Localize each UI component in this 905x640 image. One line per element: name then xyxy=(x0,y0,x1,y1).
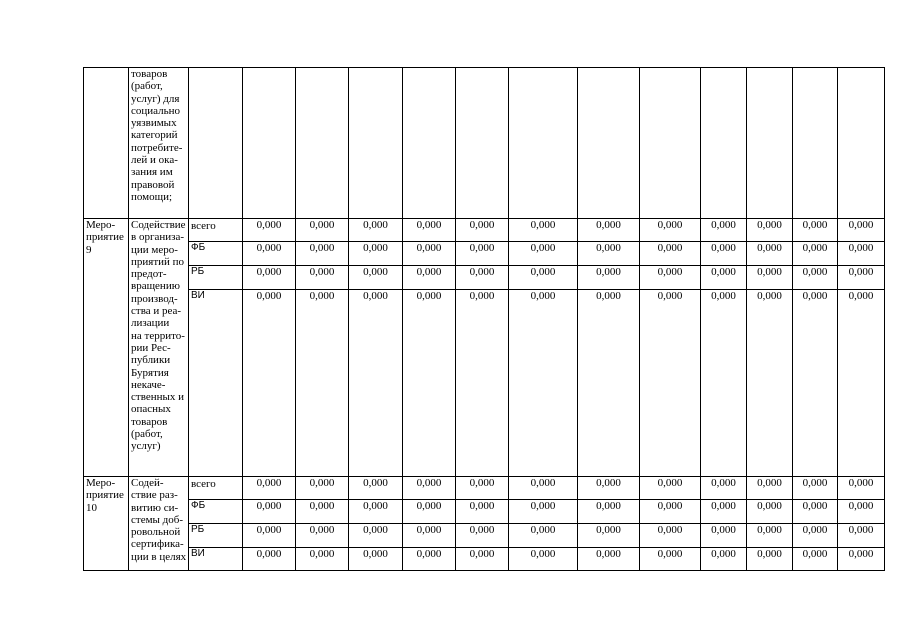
text-line: уязвимых xyxy=(131,117,177,130)
text-line: помощи; xyxy=(131,190,173,203)
value-cell: 0,000 xyxy=(509,266,578,290)
text-line: опасных xyxy=(131,403,171,416)
text-line: категорий xyxy=(131,129,178,142)
value-cell xyxy=(838,68,885,219)
funding-source-cell: ФБ xyxy=(189,242,243,266)
value-cell: 0,000 xyxy=(793,290,838,477)
value-cell: 0,000 xyxy=(403,524,456,548)
text-line: Содей- xyxy=(131,477,164,489)
funding-source-cell: РБ xyxy=(189,266,243,290)
value-cell: 0,000 xyxy=(578,290,640,477)
table-row xyxy=(84,548,885,571)
value-cell xyxy=(747,68,793,219)
text-line: некаче- xyxy=(131,378,166,391)
value-cell: 0,000 xyxy=(747,290,793,477)
value-cell: 0,000 xyxy=(296,290,349,477)
value-cell: 0,000 xyxy=(578,219,640,242)
text-line: сертифика- xyxy=(131,538,184,551)
text-line: 10 xyxy=(86,501,97,514)
value-cell: 0,000 xyxy=(349,219,403,242)
budget-table xyxy=(83,67,885,571)
value-cell xyxy=(701,68,747,219)
value-cell: 0,000 xyxy=(349,242,403,266)
value-cell xyxy=(403,68,456,219)
text-line: Меро- xyxy=(86,477,116,489)
table-row-continuation xyxy=(84,68,885,219)
text-line: предот- xyxy=(131,268,167,281)
value-cell: 0,000 xyxy=(243,290,296,477)
text-line: стемы доб- xyxy=(131,513,184,526)
value-cell: 0,000 xyxy=(296,477,349,500)
value-cell: 0,000 xyxy=(838,524,885,548)
text-line: приятие xyxy=(86,489,124,502)
value-cell: 0,000 xyxy=(243,242,296,266)
value-cell: 0,000 xyxy=(701,219,747,242)
text-line: Содействие xyxy=(131,219,186,231)
value-cell: 0,000 xyxy=(838,290,885,477)
value-cell: 0,000 xyxy=(838,548,885,571)
text-line: ствие раз- xyxy=(131,489,178,502)
table-row xyxy=(84,290,885,477)
value-cell: 0,000 xyxy=(747,477,793,500)
value-cell: 0,000 xyxy=(793,477,838,500)
value-cell: 0,000 xyxy=(509,524,578,548)
text-line: услуг) для xyxy=(131,92,180,105)
funding-source-cell: РБ xyxy=(189,524,243,548)
text-line: товаров xyxy=(131,68,168,80)
value-cell: 0,000 xyxy=(456,242,509,266)
value-cell: 0,000 xyxy=(640,548,701,571)
value-cell: 0,000 xyxy=(456,477,509,500)
value-cell: 0,000 xyxy=(456,219,509,242)
value-cell: 0,000 xyxy=(640,219,701,242)
text-line: зания им xyxy=(131,166,173,179)
table-body xyxy=(84,68,885,571)
value-cell: 0,000 xyxy=(349,500,403,524)
funding-source-cell: ВИ xyxy=(189,548,243,571)
table-row xyxy=(84,477,885,500)
value-cell: 0,000 xyxy=(403,266,456,290)
value-cell: 0,000 xyxy=(701,477,747,500)
value-cell: 0,000 xyxy=(747,500,793,524)
value-cell: 0,000 xyxy=(243,548,296,571)
value-cell: 0,000 xyxy=(456,266,509,290)
value-cell: 0,000 xyxy=(349,524,403,548)
value-cell: 0,000 xyxy=(578,477,640,500)
text-line: потребите- xyxy=(131,141,183,154)
value-cell: 0,000 xyxy=(456,290,509,477)
value-cell: 0,000 xyxy=(509,477,578,500)
value-cell: 0,000 xyxy=(456,524,509,548)
value-cell: 0,000 xyxy=(403,290,456,477)
text-line: приятие xyxy=(86,231,124,244)
value-cell: 0,000 xyxy=(838,500,885,524)
value-cell: 0,000 xyxy=(838,266,885,290)
value-cell: 0,000 xyxy=(578,500,640,524)
value-cell: 0,000 xyxy=(296,242,349,266)
measure-label-cell xyxy=(84,68,129,219)
text-line: ровольной xyxy=(131,526,181,539)
value-cell: 0,000 xyxy=(701,242,747,266)
value-cell: 0,000 xyxy=(509,290,578,477)
measure-description-cell xyxy=(129,477,189,571)
value-cell: 0,000 xyxy=(747,266,793,290)
measure-label-cell xyxy=(84,219,129,477)
value-cell: 0,000 xyxy=(296,524,349,548)
text-line: ства и реа- xyxy=(131,305,182,318)
table-row xyxy=(84,524,885,548)
text-line: приятий по xyxy=(131,255,185,268)
text-line: социально xyxy=(131,104,181,117)
value-cell: 0,000 xyxy=(349,290,403,477)
table-row xyxy=(84,219,885,242)
text-line: услуг) xyxy=(131,440,161,453)
value-cell: 0,000 xyxy=(640,290,701,477)
text-line: (работ, xyxy=(131,428,163,441)
value-cell: 0,000 xyxy=(838,242,885,266)
value-cell: 0,000 xyxy=(403,477,456,500)
funding-source-cell: всего xyxy=(189,219,243,242)
value-cell: 0,000 xyxy=(793,242,838,266)
value-cell: 0,000 xyxy=(747,548,793,571)
text-line: Бурятия xyxy=(131,366,169,379)
value-cell: 0,000 xyxy=(349,477,403,500)
value-cell xyxy=(640,68,701,219)
value-cell: 0,000 xyxy=(509,500,578,524)
text-line: ственных и xyxy=(131,391,185,404)
value-cell: 0,000 xyxy=(403,219,456,242)
value-cell: 0,000 xyxy=(509,219,578,242)
value-cell: 0,000 xyxy=(793,524,838,548)
value-cell: 0,000 xyxy=(509,242,578,266)
value-cell: 0,000 xyxy=(296,266,349,290)
value-cell: 0,000 xyxy=(578,548,640,571)
table-row xyxy=(84,500,885,524)
value-cell: 0,000 xyxy=(838,477,885,500)
text-line: лизации xyxy=(131,317,170,330)
value-cell: 0,000 xyxy=(243,500,296,524)
value-cell: 0,000 xyxy=(243,477,296,500)
value-cell xyxy=(793,68,838,219)
value-cell: 0,000 xyxy=(793,548,838,571)
value-cell: 0,000 xyxy=(349,548,403,571)
measure-label-cell xyxy=(84,477,129,571)
measure-description-cell xyxy=(129,219,189,477)
value-cell xyxy=(456,68,509,219)
value-cell: 0,000 xyxy=(793,266,838,290)
text-line: 9 xyxy=(86,243,92,256)
value-cell: 0,000 xyxy=(640,524,701,548)
value-cell: 0,000 xyxy=(793,219,838,242)
value-cell: 0,000 xyxy=(509,548,578,571)
source-cell xyxy=(189,68,243,219)
value-cell: 0,000 xyxy=(243,524,296,548)
value-cell: 0,000 xyxy=(349,266,403,290)
value-cell: 0,000 xyxy=(747,242,793,266)
text-line: (работ, xyxy=(131,80,163,93)
text-line: Меро- xyxy=(86,219,116,231)
value-cell: 0,000 xyxy=(403,242,456,266)
value-cell xyxy=(243,68,296,219)
value-cell: 0,000 xyxy=(296,219,349,242)
value-cell xyxy=(349,68,403,219)
text-line: ции в целях xyxy=(131,550,187,563)
value-cell: 0,000 xyxy=(578,242,640,266)
funding-source-cell: ВИ xyxy=(189,290,243,477)
value-cell: 0,000 xyxy=(701,548,747,571)
value-cell: 0,000 xyxy=(747,219,793,242)
value-cell: 0,000 xyxy=(701,290,747,477)
text-line: ции меро- xyxy=(131,243,178,256)
value-cell: 0,000 xyxy=(640,242,701,266)
value-cell: 0,000 xyxy=(747,524,793,548)
table-row xyxy=(84,266,885,290)
value-cell xyxy=(578,68,640,219)
value-cell xyxy=(509,68,578,219)
text-line: на террито- xyxy=(131,329,185,342)
text-line: витию си- xyxy=(131,501,179,514)
text-line: товаров xyxy=(131,415,168,428)
value-cell: 0,000 xyxy=(243,219,296,242)
value-cell: 0,000 xyxy=(640,266,701,290)
funding-source-cell: всего xyxy=(189,477,243,500)
text-line: лей и ока- xyxy=(131,154,178,167)
value-cell: 0,000 xyxy=(640,500,701,524)
value-cell: 0,000 xyxy=(701,266,747,290)
text-line: правовой xyxy=(131,178,175,191)
value-cell: 0,000 xyxy=(701,524,747,548)
value-cell: 0,000 xyxy=(456,548,509,571)
value-cell: 0,000 xyxy=(578,524,640,548)
value-cell: 0,000 xyxy=(296,500,349,524)
text-line: публики xyxy=(131,354,171,367)
value-cell: 0,000 xyxy=(403,548,456,571)
text-line: вращению xyxy=(131,280,180,293)
measure-description-cell xyxy=(129,68,189,219)
value-cell: 0,000 xyxy=(296,548,349,571)
text-line: в организа- xyxy=(131,231,185,244)
value-cell: 0,000 xyxy=(578,266,640,290)
text-line: рии Рес- xyxy=(131,341,171,354)
funding-source-cell: ФБ xyxy=(189,500,243,524)
text-line: производ- xyxy=(131,292,178,305)
table-row xyxy=(84,242,885,266)
value-cell: 0,000 xyxy=(403,500,456,524)
value-cell: 0,000 xyxy=(838,219,885,242)
value-cell xyxy=(296,68,349,219)
value-cell: 0,000 xyxy=(701,500,747,524)
value-cell: 0,000 xyxy=(793,500,838,524)
value-cell: 0,000 xyxy=(640,477,701,500)
value-cell: 0,000 xyxy=(456,500,509,524)
value-cell: 0,000 xyxy=(243,266,296,290)
